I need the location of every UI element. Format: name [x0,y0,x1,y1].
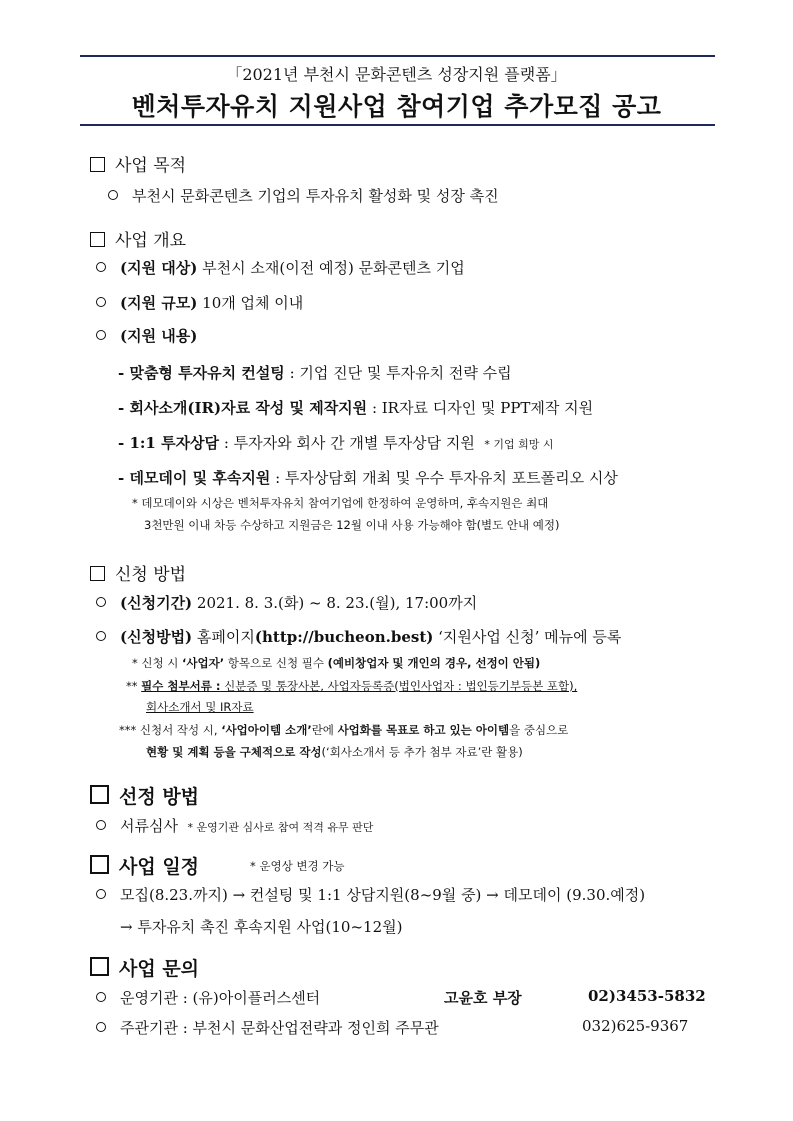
section-contact-heading: 사업 문의 [90,954,199,981]
section-overview-heading: 사업 개요 [90,226,186,251]
circle-bullet-icon [96,262,106,272]
top-rule [80,55,715,57]
selection-item: 서류심사 * 운영기관 심사로 참여 적격 유무 판단 [96,815,373,836]
overview-sub-consulting: - 맞춤형 투자유치 컨설팅 : 기업 진단 및 투자유치 전략 수립 [118,364,512,382]
schedule-line-2: → 투자유치 촉진 후속지원 사업(10~12월) [120,918,403,936]
bottom-rule [80,124,715,126]
section-schedule-heading: 사업 일정 [90,852,199,879]
homepage-link[interactable]: (http://bucheon.best) [254,628,434,646]
checkbox-icon [90,157,105,172]
overview-sub-demoday: - 데모데이 및 후속지원 : 투자상담회 개최 및 우수 투자유치 포트폴리오 시상 [118,469,618,487]
contact-host: 주관기관 : 부천시 문화산업전략과 정인희 주무관 [96,1017,439,1038]
apply-note-3: *** 신청서 작성 시, ‘사업아이템 소개’란에 사업화를 목표로 하고 있는 아이템을 중심으로 [119,723,569,737]
section-apply-heading: 신청 방법 [90,560,186,585]
circle-bullet-icon [96,330,106,340]
checkbox-icon [90,785,109,804]
schedule-line-1: 모집(8.23.까지) → 컨설팅 및 1:1 상담지원(8~9월 중) → 데모데이 (9.30.예정) [96,884,645,905]
demoday-note-1: * 데모데이와 시상은 벤처투자유치 참여기업에 한정하여 운영하며, 후속지원은 최대 [132,496,549,510]
section-purpose-heading: 사업 목적 [90,151,186,176]
apply-note-3-cont: 현황 및 계획 등을 구체적으로 작성(‘회사소개서 등 추가 첨부 자료’란 활용) [146,745,523,759]
contact-operator: 운영기관 : (유)아이플러스센터 [96,987,320,1008]
circle-bullet-icon [96,1022,106,1032]
checkbox-icon [90,232,105,247]
circle-bullet-icon [96,597,106,607]
section-selection-heading: 선정 방법 [90,782,199,809]
contact-operator-person: 고윤호 부장 [444,989,522,1007]
checkbox-icon [90,566,105,581]
circle-bullet-icon [108,190,118,200]
contact-operator-phone: 02)3453-5832 [588,987,706,1005]
apply-method: (신청방법) 홈페이지(http://bucheon.best) ‘지원사업 신청’ 메뉴에 등록 [96,626,621,647]
apply-period: (신청기간) 2021. 8. 3.(화) ~ 8. 23.(월), 17:00까지 [96,592,477,613]
demoday-note-2: 3천만원 이내 차등 수상하고 지원금은 12월 이내 사용 가능해야 함(별도 안내 예정) [144,518,560,532]
overview-sub-ir: - 회사소개(IR)자료 작성 및 제작지원 : IR자료 디자인 및 PPT제작 지원 [118,399,594,417]
checkbox-icon [90,957,109,976]
apply-note-2: ** 필수 첨부서류 : 신분증 및 통장사본, 사업자등록증(법인사업자 : 법인등기부등본 포함), [126,679,578,693]
overview-scale: (지원 규모) 10개 업체 이내 [96,292,303,313]
purpose-item: 부천시 문화콘텐츠 기업의 투자유치 활성화 및 성장 촉진 [108,185,499,206]
checkbox-icon [90,855,109,874]
apply-note-1: * 신청 시 ‘사업자’ 항목으로 신청 필수 (예비창업자 및 개인의 경우, 선정이 안됨) [132,656,541,670]
circle-bullet-icon [96,889,106,899]
circle-bullet-icon [96,992,106,1002]
schedule-note: * 운영상 변경 가능 [250,859,345,873]
circle-bullet-icon [96,631,106,641]
page-subtitle: 「2021년 부천시 문화콘텐츠 성장지원 플랫폼」 [226,65,567,84]
page-title: 벤처투자유치 지원사업 참여기업 추가모집 공고 [131,92,662,121]
contact-host-phone: 032)625-9367 [582,1017,689,1035]
overview-content: (지원 내용) [96,325,197,346]
overview-sub-consult: - 1:1 투자상담 : 투자자와 회사 간 개별 투자상담 지원 * 기업 희망 시 [118,434,554,452]
circle-bullet-icon [96,820,106,830]
circle-bullet-icon [96,297,106,307]
apply-note-2-cont: 회사소개서 및 IR자료 [146,700,254,714]
overview-target: (지원 대상) 부천시 소재(이전 예정) 문화콘텐츠 기업 [96,257,465,278]
